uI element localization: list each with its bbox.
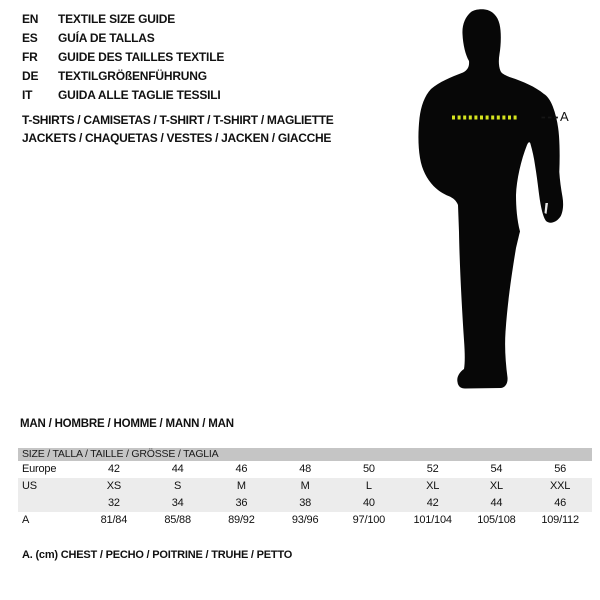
table-cell: L — [365, 480, 372, 492]
language-label: TEXTILGRÖßENFÜHRUNG — [58, 69, 207, 83]
table-cell: 52 — [426, 463, 439, 475]
category-line-tshirts: T-SHIRTS / CAMISETAS / T-SHIRT / T-SHIRT / MAGLIETTE — [22, 113, 334, 127]
man-silhouette — [405, 5, 580, 395]
table-cell: XXL — [550, 480, 571, 492]
table-cell: 42 — [426, 497, 439, 509]
man-silhouette-body — [418, 9, 563, 388]
section-title: MAN / HOMBRE / HOMME / MANN / MAN — [20, 418, 234, 430]
table-cell: 46 — [554, 497, 567, 509]
language-row — [22, 29, 224, 48]
language-label: GUIDE DES TAILLES TEXTILE — [58, 50, 225, 64]
table-cell: 50 — [362, 463, 375, 475]
table-cell: 109/112 — [541, 514, 579, 526]
language-code: IT — [22, 88, 33, 102]
table-cell: S — [174, 480, 182, 492]
table-cell: 54 — [490, 463, 503, 475]
table-cell: 97/100 — [352, 514, 386, 526]
language-label: GUIDA ALLE TAGLIE TESSILI — [58, 88, 221, 102]
table-cell: 85/88 — [164, 514, 191, 526]
table-row-us — [18, 478, 592, 495]
row-label: Europe — [22, 463, 57, 475]
category-line-jackets: JACKETS / CHAQUETAS / VESTES / JACKEN / GIACCHE — [22, 131, 332, 145]
size-table — [18, 448, 592, 529]
table-row-chest-a — [18, 512, 592, 529]
language-list — [22, 10, 224, 105]
table-cell: 56 — [554, 463, 567, 475]
table-cell: M — [300, 480, 310, 492]
language-code: FR — [22, 50, 38, 64]
table-cell: 42 — [107, 463, 120, 475]
table-cell: 81/84 — [100, 514, 128, 526]
table-cell: 101/104 — [413, 514, 452, 526]
table-cell: 46 — [235, 463, 248, 475]
row-label: A — [22, 514, 30, 526]
row-label — [18, 495, 82, 512]
language-code: ES — [22, 31, 38, 45]
language-label: TEXTILE SIZE GUIDE — [58, 12, 176, 26]
table-cell: XL — [426, 480, 440, 492]
language-row — [22, 48, 224, 67]
measurement-footnote: A. (cm) CHEST / PECHO / POITRINE / TRUHE / PETTO — [22, 549, 293, 561]
table-cell: XS — [106, 480, 122, 492]
table-cell: XL — [489, 480, 503, 492]
table-cell: 89/92 — [228, 514, 255, 526]
table-cell: 44 — [490, 497, 503, 509]
table-cell: 34 — [171, 497, 184, 509]
category-list — [22, 111, 334, 147]
language-row — [22, 10, 224, 29]
table-cell: 105/108 — [477, 514, 516, 526]
table-cell: 32 — [107, 497, 120, 509]
language-code: EN — [22, 12, 39, 26]
table-cell: 36 — [235, 497, 248, 509]
language-row — [22, 86, 224, 105]
row-label: US — [22, 480, 37, 492]
table-cell: 38 — [299, 497, 312, 509]
table-cell: 48 — [299, 463, 312, 475]
table-cell: 93/96 — [291, 514, 319, 526]
language-code: DE — [22, 69, 39, 83]
table-cell: 40 — [362, 497, 375, 509]
measure-label-a: A — [560, 109, 569, 124]
table-row-europe — [18, 461, 592, 478]
table-row-uk — [18, 495, 592, 512]
table-cell: 44 — [171, 463, 184, 475]
size-table-header: SIZE / TALLA / TAILLE / GRÖSSE / TAGLIA — [18, 448, 592, 461]
language-row — [22, 67, 224, 86]
language-label: GUÍA DE TALLAS — [58, 31, 155, 45]
table-cell: M — [236, 480, 246, 492]
